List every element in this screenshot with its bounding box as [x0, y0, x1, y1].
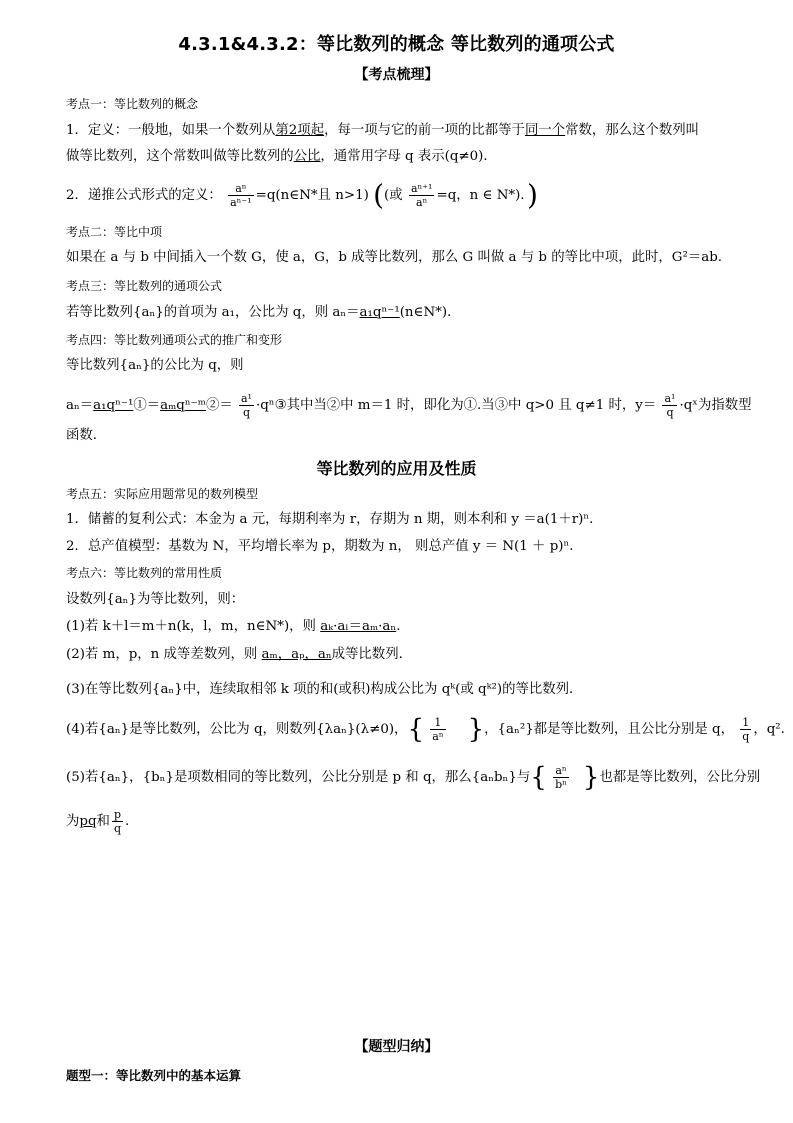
property-4: (4)若{aₙ}是等比数列，公比为 q，则数列{λaₙ}(λ≠0)，{ $\frac{1}{\text{aⁿ}}$ }，{aₙ²}都是等比数列，且公比分别是 q， $\frac{1}{q}$ ，q².: [66, 714, 785, 745]
fraction: $\frac{1}{\text{aⁿ}}$: [432, 716, 444, 743]
extension-formula: aₙ＝a₁qⁿ⁻¹①＝aₘqⁿ⁻ᵐ②＝ $\frac{\text{a¹}}{q}$ ·qⁿ③其中当②中 m＝1 时，即化为①.当③中 q>0 且 q≠1 时，y＝ $\frac{\text{a¹}}{q}$ ·qˣ为指数型: [66, 392, 752, 419]
property-3: (3)在等比数列{aₙ}中，连续取相邻 k 项的和(或积)构成公比为 qᵏ(或 qᵏ²)的等比数列．: [66, 682, 583, 697]
application-1: 1．储蓄的复利公式：本金为 a 元，每期利率为 r，存期为 n 期，则本利和 y ＝a(1＋r)ⁿ.: [66, 512, 594, 527]
general-term-formula: 若等比数列{aₙ}的首项为 a₁，公比为 q，则 aₙ＝a₁qⁿ⁻¹(n∈N*)．: [66, 305, 461, 320]
kaodian-4-heading: 考点四：等比数列通项公式的推广和变形: [66, 333, 283, 347]
kaodian-1-heading: 考点一：等比数列的概念: [66, 97, 199, 111]
kaodian-2-heading: 考点二：等比中项: [66, 225, 163, 239]
section-2-title: 等比数列的应用及性质: [316, 459, 477, 478]
fraction: $\frac{p}{q}$: [113, 808, 121, 835]
fraction: $\frac{1}{q}$: [742, 716, 750, 743]
section-heading-tixing: 【题型归纳】: [354, 1039, 439, 1055]
property-intro: 设数列{aₙ}为等比数列，则：: [66, 592, 245, 607]
kaodian-5-heading: 考点五：实际应用题常见的数列模型: [66, 487, 259, 501]
extension-end: 函数．: [66, 428, 107, 443]
kaodian-3-heading: 考点三：等比数列的通项公式: [66, 279, 223, 293]
geometric-mean-text: 如果在 a 与 b 中间插入一个数 G，使 a，G，b 成等比数列，那么 G 叫做 a 与 b 的等比中项，此时，G²＝ab.: [66, 250, 723, 265]
page-title: 4.3.1&4.3.2：等比数列的概念 等比数列的通项公式: [178, 34, 615, 55]
fraction: $\frac{\text{aⁿ⁺¹}}{\text{aⁿ}}$: [410, 182, 433, 209]
property-1: (1)若 k＋l＝m＋n(k，l，m，n∈N*)，则 aₖ·aₗ＝aₘ·aₙ.: [66, 619, 401, 634]
recursive-definition: 2．递推公式形式的定义： $\frac{\text{aⁿ}}{\text{aⁿ⁻¹}}$ =q(n∈N*且 n>1) ((或 $\frac{\text{aⁿ⁺¹}}{\text{aⁿ}}$ =q，n ∈ N*)．): [66, 178, 538, 212]
fraction: $\frac{\text{a¹}}{q}$: [664, 392, 676, 419]
kaodian-6-heading: 考点六：等比数列的常用性质: [66, 566, 223, 580]
extension-intro: 等比数列{aₙ}的公比为 q，则: [66, 358, 244, 373]
fraction: $\frac{\text{aⁿ}}{\text{bⁿ}}$: [555, 764, 567, 791]
property-2: (2)若 m，p，n 成等差数列，则 aₘ，aₚ，aₙ成等比数列．: [66, 647, 412, 662]
definition-line-2: 做等比数列，这个常数叫做等比数列的公比，通常用字母 q 表示(q≠0)．: [66, 149, 497, 164]
property-5-continued: 为pq和 $\frac{p}{q}$ .: [66, 808, 130, 835]
question-type-1-heading: 题型一：等比数列中的基本运算: [66, 1068, 242, 1083]
application-2: 2．总产值模型：基数为 N，平均增长率为 p，期数为 n， 则总产值 y ＝ N(1 ＋ p)ⁿ.: [66, 539, 574, 554]
property-5: (5)若{aₙ}，{bₙ}是项数相同的等比数列，公比分别是 p 和 q，那么{aₙbₙ}与{ $\frac{\text{aⁿ}}{\text{bⁿ}}$ }也都是等比数列，公比分别: [66, 762, 761, 793]
fraction: $\frac{\text{a¹}}{q}$: [241, 392, 252, 419]
definition-line-1: 1．定义：一般地，如果一个数列从第2项起，每一项与它的前一项的比都等于同一个常数，那么这个数列叫: [66, 123, 700, 138]
section-heading-kaodian: 【考点梳理】: [354, 67, 439, 83]
fraction: $\frac{\text{aⁿ}}{\text{aⁿ⁻¹}}$: [230, 182, 252, 209]
